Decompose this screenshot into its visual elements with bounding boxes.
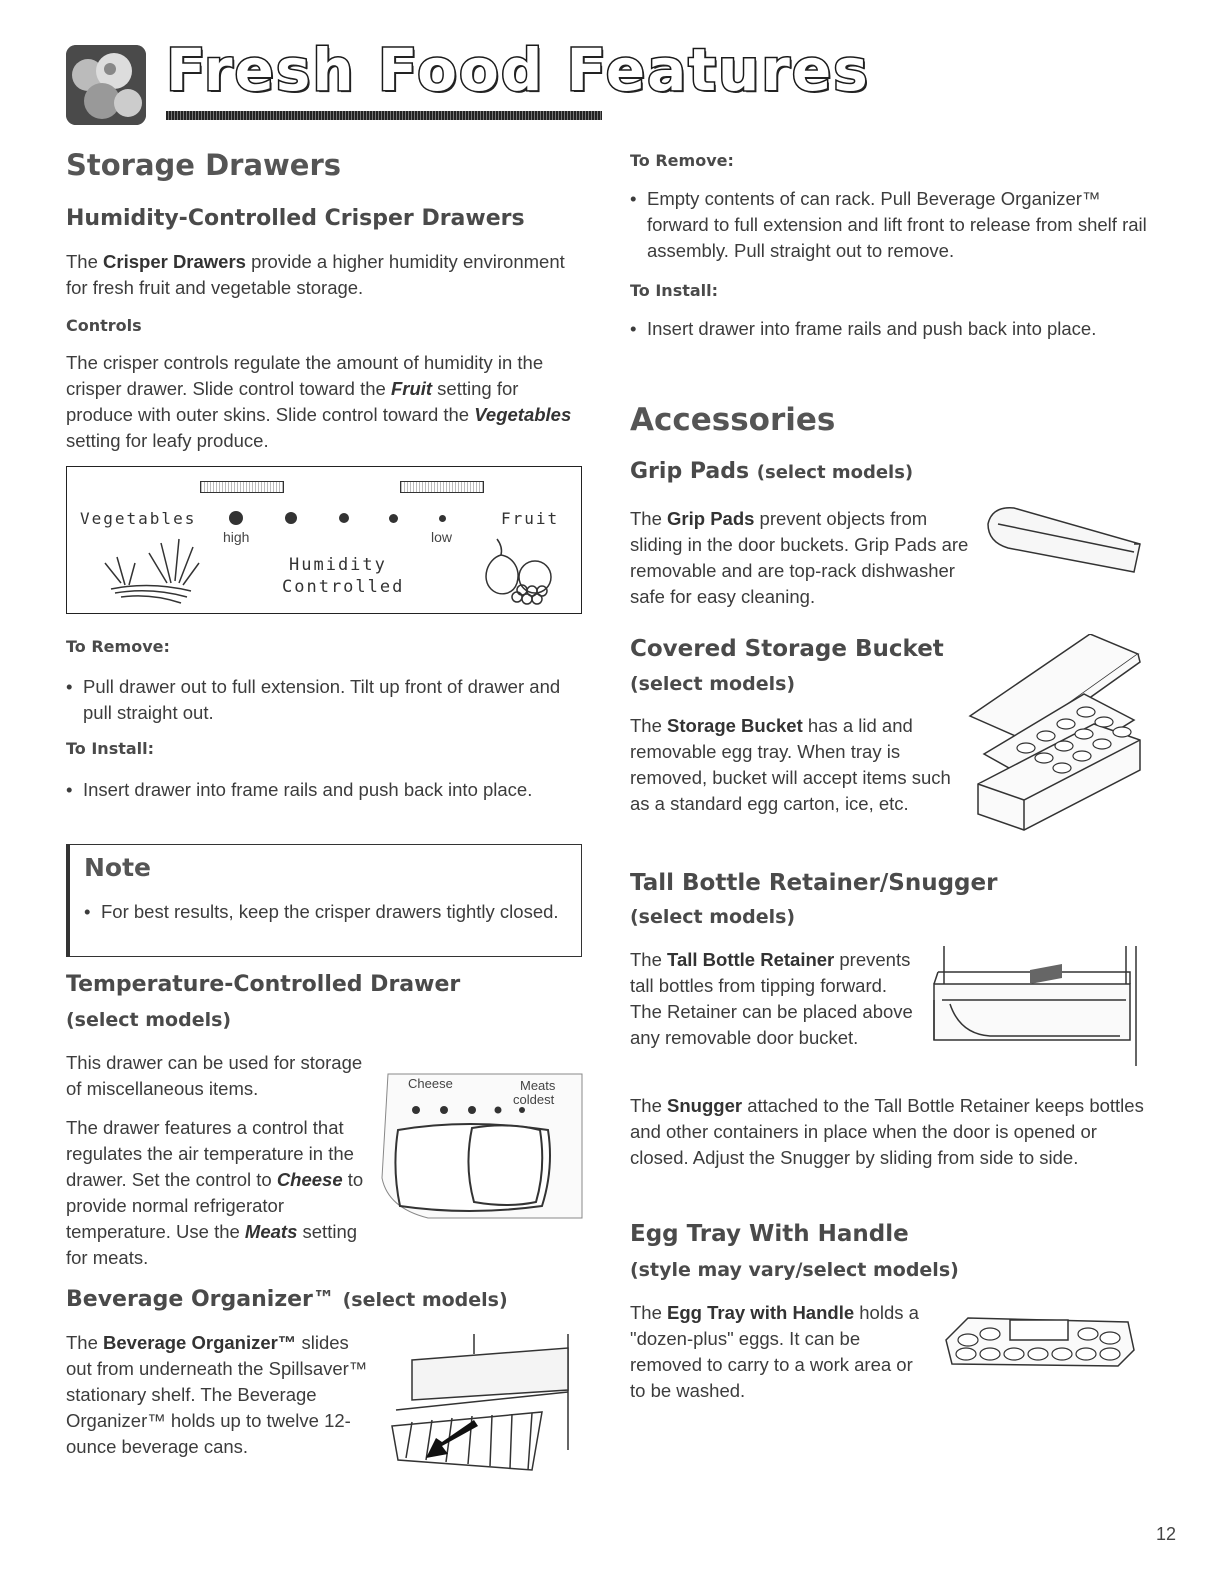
humidity-dot-3 [339, 513, 349, 523]
dial-meats-label: Meats [520, 1078, 556, 1093]
grip-pads-heading: Grip Pads (select models) [630, 459, 914, 484]
remove-heading-left: To Remove: [66, 637, 170, 656]
high-label: high [223, 529, 250, 545]
install-text-left: • Insert drawer into frame rails and push back into place. [66, 777, 566, 803]
egg-tray-text: The Egg Tray with Handle holds a "dozen-plus" eggs. It can be removed to carry to a work area or to be washed. [630, 1302, 919, 1401]
note-text: • For best results, keep the crisper drawers tightly closed. [84, 899, 574, 925]
control-slot-right[interactable] [400, 481, 484, 493]
page-title: Fresh Food Features [166, 36, 870, 104]
storage-bucket-sub: (select models) [630, 673, 796, 695]
produce-icon [66, 45, 146, 125]
storage-drawers-heading: Storage Drawers [66, 148, 342, 182]
fruit-icon [477, 533, 557, 609]
install-heading-right: To Install: [630, 281, 719, 300]
crisper-heading: Humidity-Controlled Crisper Drawers [66, 206, 525, 231]
storage-bucket-heading: Covered Storage Bucket [630, 636, 944, 662]
dial-coldest-label: coldest [513, 1092, 555, 1107]
beverage-organizer-icon [382, 1330, 582, 1480]
humidity-control-panel [66, 466, 582, 614]
remove-heading-right: To Remove: [630, 151, 734, 170]
dial-cheese-label: Cheese [408, 1076, 453, 1091]
beverage-organizer-heading: Beverage Organizer™ (select models) [66, 1287, 508, 1312]
temperature-drawer-p2: The drawer features a control that regulates the air temperature in the drawer. Set the control to Cheese to provide normal refrigerator temperature. Use the Meats setting for meats. [66, 1117, 364, 1268]
controlled-label: Controlled [282, 577, 405, 597]
grip-pad-icon [984, 500, 1144, 580]
crisper-intro: The Crisper Drawers provide a higher humidity environment for fresh fruit and vegetable storage. [66, 251, 565, 298]
install-heading-left: To Install: [66, 739, 155, 758]
snugger-text: The Snugger attached to the Tall Bottle Retainer keeps bottles and other containers in place when the door is opened or closed. Adjust the Snugger by sliding from side to side. [630, 1095, 1144, 1168]
install-text-right: • Insert drawer into frame rails and push back into place. [630, 316, 1130, 342]
fruit-label: Fruit [501, 509, 560, 528]
humidity-dot-1 [229, 511, 243, 525]
vegetables-icon [101, 533, 201, 605]
humidity-dot-2 [285, 512, 297, 524]
tall-bottle-sub: (select models) [630, 906, 796, 928]
egg-tray-heading: Egg Tray With Handle [630, 1221, 909, 1247]
page-number: 12 [1156, 1524, 1177, 1544]
humidity-dot-5 [439, 515, 446, 522]
vegetables-label: Vegetables [80, 509, 197, 528]
humidity-dot-4 [389, 514, 398, 523]
note-box [66, 844, 582, 957]
tall-bottle-heading: Tall Bottle Retainer/Snugger [630, 870, 998, 896]
grip-pads-text: The Grip Pads prevent objects from sliding in the door buckets. Grip Pads are removable and are top-rack dishwasher safe for easy cleaning. [630, 508, 969, 607]
controls-text: The crisper controls regulate the amount of humidity in the crisper drawer. Slide control toward the Fruit setting for produce with outer skins. Slide control toward the Vegetables setting for leafy produce. [66, 352, 572, 451]
remove-text-left: • Pull drawer out to full extension. Tilt up front of drawer and pull straight out. [66, 674, 566, 726]
low-label: low [431, 529, 453, 545]
accessories-heading: Accessories [630, 402, 836, 438]
storage-bucket-text: The Storage Bucket has a lid and removable egg tray. When tray is removed, bucket will accept items such as a standard egg carton, ice, etc. [630, 715, 951, 814]
beverage-organizer-text: The Beverage Organizer™ slides out from underneath the Spillsaver™ stationary shelf. The Beverage Organizer™ holds up to twelve 12-ounce beverage cans. [66, 1332, 368, 1457]
title-underline [166, 111, 602, 120]
tall-bottle-text: The Tall Bottle Retainer prevents tall bottles from tipping forward. The Retainer can be placed above any removable door bucket. [630, 949, 913, 1048]
egg-tray-sub: (style may vary/select models) [630, 1259, 959, 1281]
temperature-drawer-p1: This drawer can be used for storage of miscellaneous items. [66, 1052, 363, 1099]
note-title: Note [84, 853, 152, 882]
control-slot-left[interactable] [200, 481, 284, 493]
temperature-drawer-heading: Temperature-Controlled Drawer [66, 972, 461, 997]
humidity-label: Humidity [289, 555, 387, 575]
remove-text-right: • Empty contents of can rack. Pull Beverage Organizer™ forward to full extension and lift front to release from shelf rail assembly. Pull straight out to remove. [630, 186, 1150, 264]
controls-heading: Controls [66, 316, 142, 335]
egg-tray-icon [938, 1310, 1138, 1376]
temperature-drawer-sub: (select models) [66, 1009, 232, 1031]
storage-bucket-icon [964, 634, 1144, 846]
tall-bottle-retainer-icon [930, 944, 1144, 1068]
